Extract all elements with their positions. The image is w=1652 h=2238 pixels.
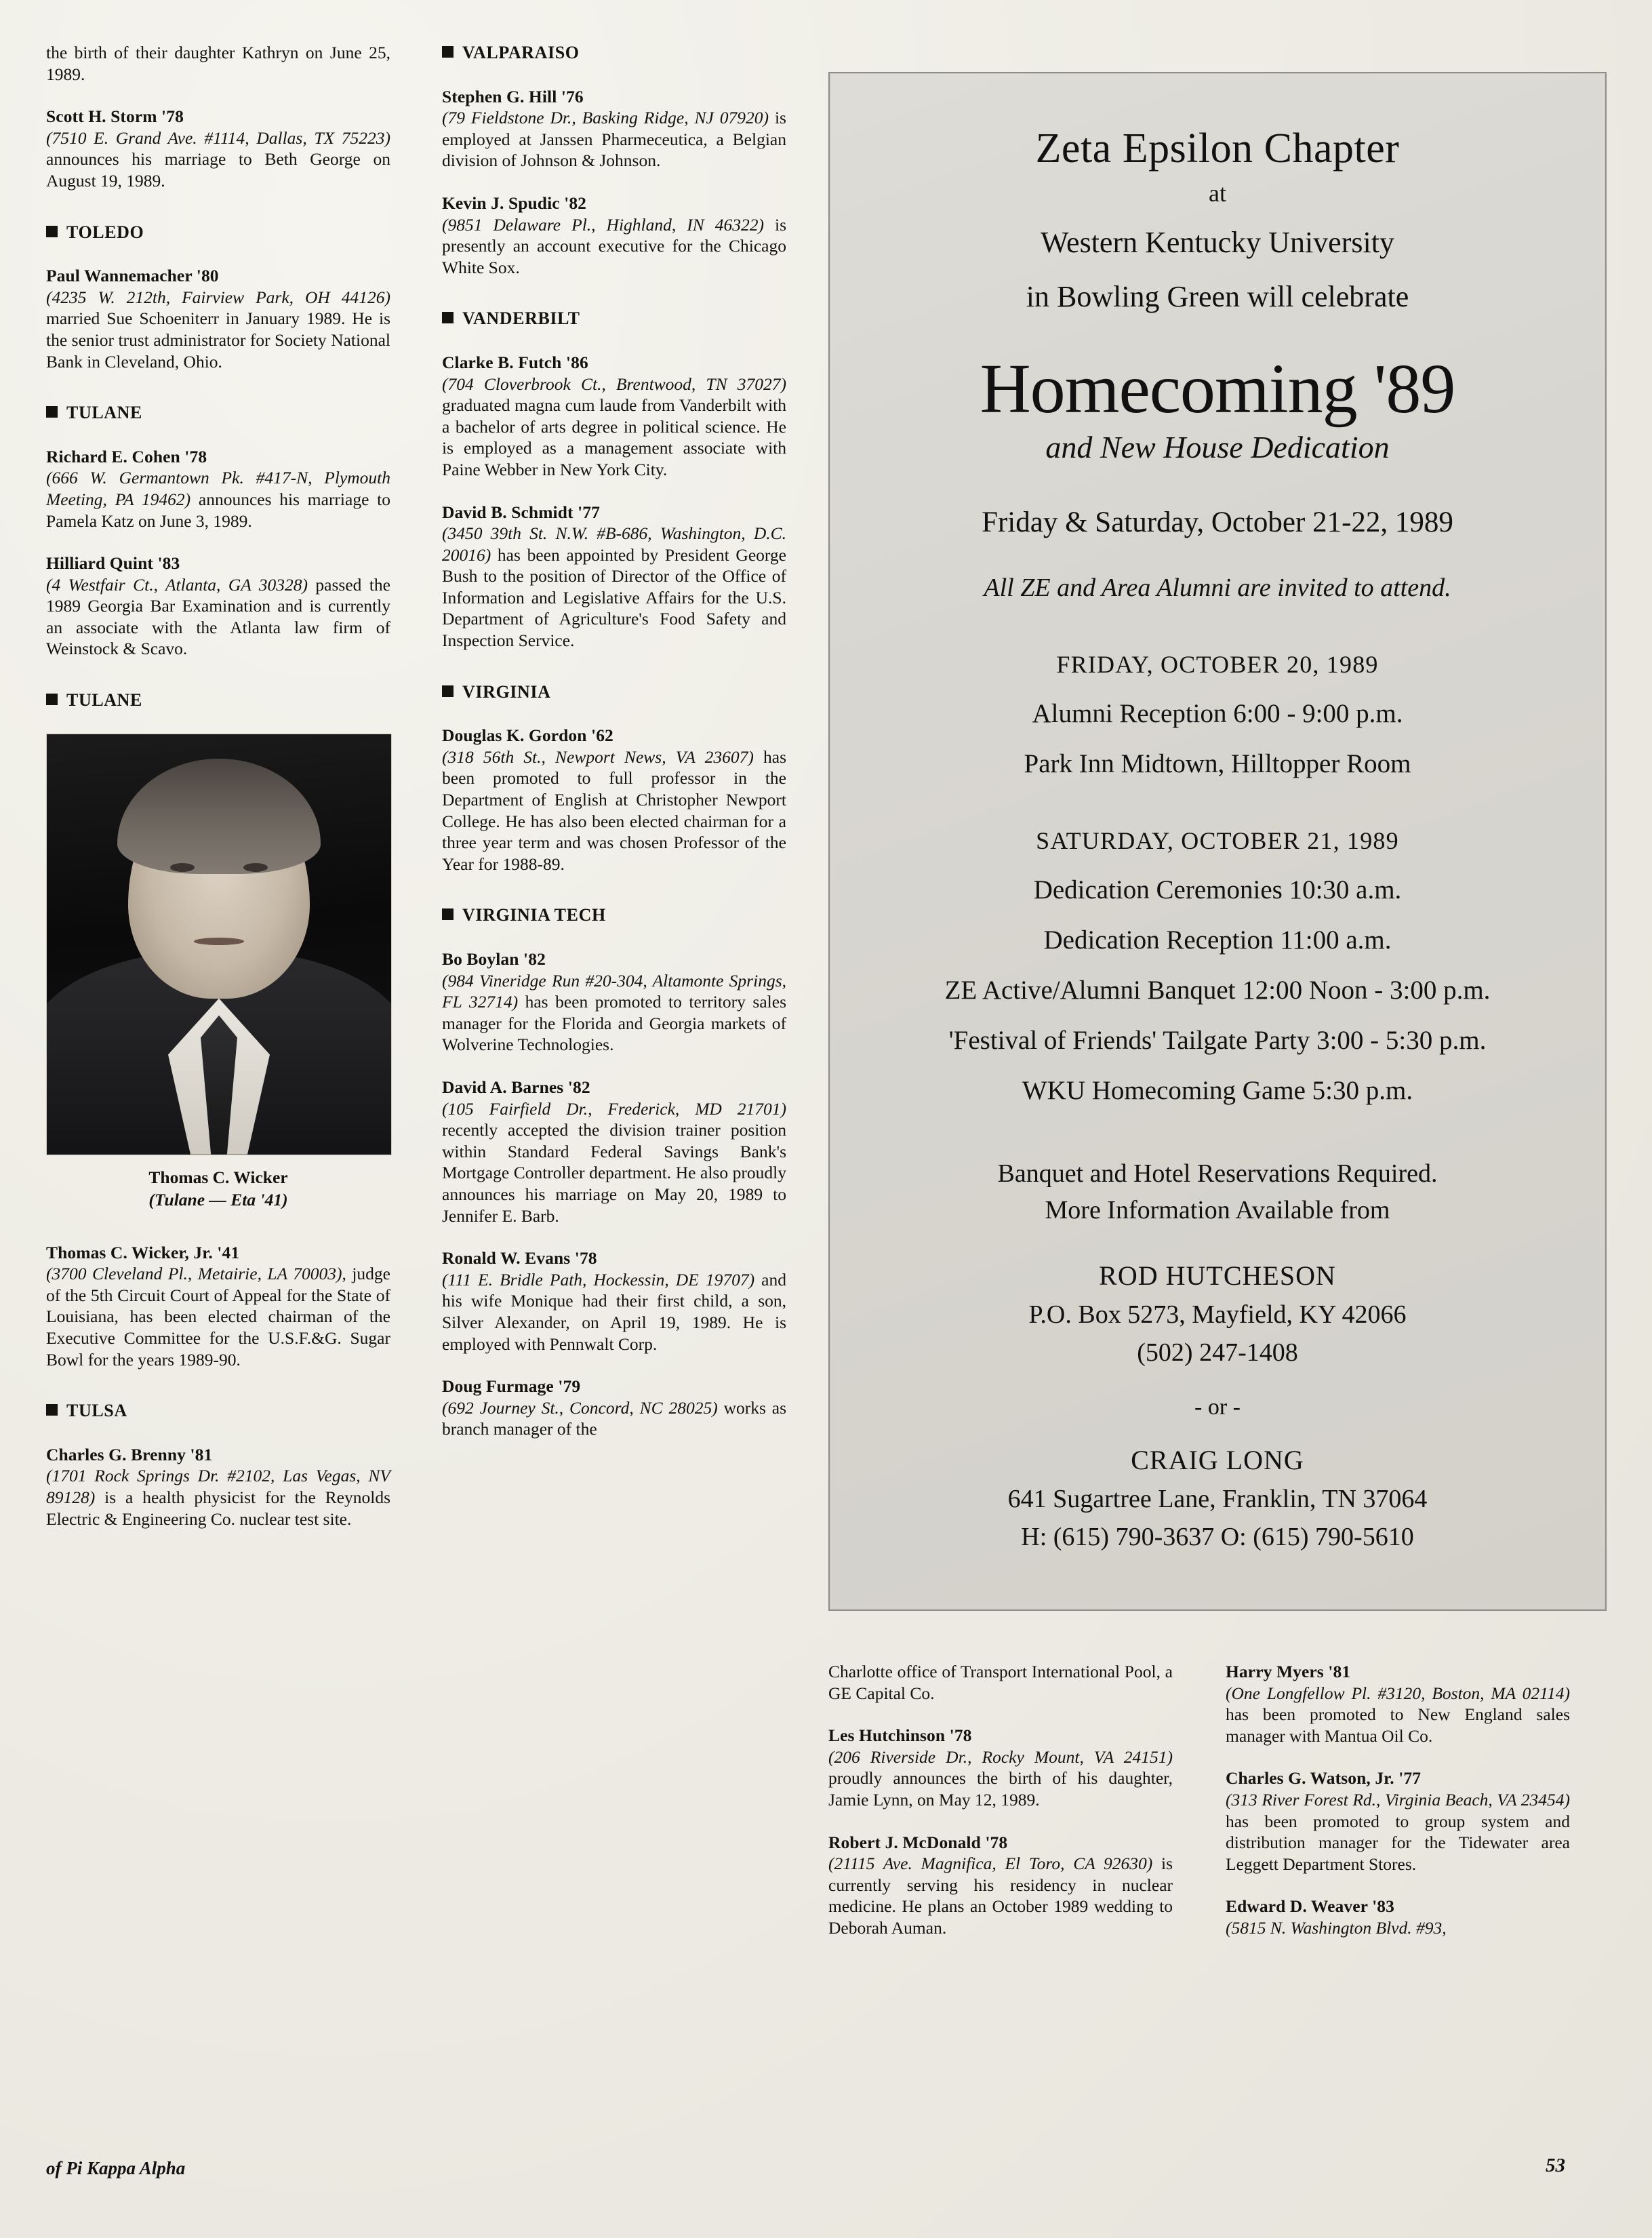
chapter-heading-label: VIRGINIA TECH — [462, 905, 606, 925]
alumni-address: (3450 39th St. N.W. #B-686, Washington, D.C. 20016) — [442, 523, 786, 565]
continued-paragraph: Charlotte office of Transport International Pool, a GE Capital Co. — [828, 1662, 1173, 1703]
chapter-heading-label: VALPARAISO — [462, 43, 580, 62]
ad-friday-header: FRIDAY, OCTOBER 20, 1989 — [1056, 651, 1379, 678]
alumni-entry — [1226, 1767, 1570, 1875]
text-column-1 — [46, 42, 390, 1530]
alumni-name: Paul Wannemacher '80 — [46, 266, 219, 286]
alumni-address: (666 W. Germantown Pk. #417-N, Plymouth Meeting, PA 19462) — [46, 468, 390, 509]
bullet-square-icon — [442, 46, 454, 58]
alumni-address: (79 Fieldstone Dr., Basking Ridge, NJ 07920) — [442, 108, 769, 128]
alumni-note: has been promoted to territory sales manager for the Florida and Georgia markets of Wolverine Technologies. — [442, 992, 786, 1055]
ad-reservation-note: Banquet and Hotel Reservations Required. — [997, 1159, 1438, 1188]
ad-invitation: All ZE and Area Alumni are invited to attend. — [984, 574, 1451, 602]
ad-saturday-item: ZE Active/Alumni Banquet 12:00 Noon - 3:00 p.m. — [944, 976, 1491, 1005]
alumni-address: (318 56th St., Newport News, VA 23607) — [442, 746, 754, 767]
photo-eye-right — [243, 863, 268, 872]
chapter-heading-tulsa — [46, 1400, 390, 1422]
chapter-heading-virginia — [442, 681, 786, 703]
ad-more-info-note: More Information Available from — [1045, 1196, 1390, 1224]
portrait-photo — [46, 734, 392, 1155]
ad-friday-item: Alumni Reception 6:00 - 9:00 p.m. — [1032, 699, 1403, 728]
ad-chapter-name: Zeta Epsilon Chapter — [1035, 125, 1400, 172]
alumni-entry — [442, 502, 786, 652]
alumni-address: (5815 N. Washington Blvd. #93, — [1226, 1917, 1447, 1938]
ad-event-dates: Friday & Saturday, October 21-22, 1989 — [982, 506, 1453, 538]
alumni-name: David A. Barnes '82 — [442, 1077, 590, 1097]
page-number: 53 — [1546, 2155, 1565, 2176]
chapter-heading-virginia-tech — [442, 904, 786, 926]
ad-at-label: at — [1209, 180, 1226, 207]
alumni-entry — [46, 1444, 390, 1530]
photo-caption-name: Thomas C. Wicker — [148, 1167, 288, 1187]
ad-contact-2-phone: H: (615) 790-3637 O: (615) 790-5610 — [1021, 1523, 1414, 1551]
photo-mouth — [194, 938, 244, 945]
alumni-entry — [46, 106, 390, 191]
photo-eye-left — [170, 863, 195, 872]
text-column-4 — [1226, 1661, 1570, 1939]
alumni-entry — [46, 446, 390, 532]
alumni-address: (4235 W. 212th, Fairview Park, OH 44126) — [46, 287, 390, 307]
alumni-name: Richard E. Cohen '78 — [46, 446, 207, 466]
alumni-name: Kevin J. Spudic '82 — [442, 193, 587, 213]
ad-saturday-item: Dedication Ceremonies 10:30 a.m. — [1033, 875, 1402, 904]
alumni-name: Charles G. Brenny '81 — [46, 1444, 213, 1464]
alumni-note: , judge of the 5th Circuit Court of Appeal for the State of Louisiana, has been elected chairman of the Executive Committee for the U.S.F.&G. Sugar Bowl for the years 1989-90. — [46, 1264, 390, 1370]
photo-block — [46, 734, 390, 1155]
ad-contact-1-phone: (502) 247-1408 — [1137, 1338, 1298, 1367]
alumni-note: is employed at Janssen Pharmeceutica, a Belgian division of Johnson & Johnson. — [442, 108, 786, 171]
bullet-square-icon — [442, 685, 454, 697]
chapter-heading-label: VIRGINIA — [462, 681, 551, 702]
alumni-address: (4 Westfair Ct., Atlanta, GA 30328) — [46, 574, 308, 595]
chapter-heading-label: TULANE — [66, 403, 142, 423]
alumni-note: works as branch manager of the — [442, 1397, 786, 1439]
ad-contact-2-name: CRAIG LONG — [1131, 1445, 1304, 1475]
alumni-entry — [46, 1242, 390, 1371]
photo-caption-chapter: (Tulane — Eta '41) — [148, 1189, 288, 1210]
alumni-entry — [442, 352, 786, 481]
alumni-note: is presently an account executive for the Chicago White Sox. — [442, 214, 786, 277]
alumni-note: announces his marriage to Pamela Katz on June 3, 1989. — [46, 489, 390, 531]
alumni-entry — [1226, 1661, 1570, 1746]
alumni-name: Douglas K. Gordon '62 — [442, 725, 613, 746]
alumni-entry — [442, 1077, 786, 1226]
alumni-address: (111 E. Bridle Path, Hockessin, DE 19707) — [442, 1269, 755, 1290]
alumni-name: Bo Boylan '82 — [442, 949, 546, 969]
alumni-entry — [46, 265, 390, 372]
bullet-square-icon — [442, 312, 454, 323]
alumni-entry — [442, 193, 786, 278]
alumni-name: Harry Myers '81 — [1226, 1662, 1351, 1681]
alumni-address: (704 Cloverbrook Ct., Brentwood, TN 37027) — [442, 374, 786, 394]
alumni-address: (105 Fairfield Dr., Frederick, MD 21701) — [442, 1098, 786, 1119]
alumni-note: has been promoted to group system and distribution manager for the Tidewater area Leggett Department Stores. — [1226, 1811, 1570, 1874]
alumni-address: (984 Vineridge Run #20-304, Altamonte Springs, FL 32714) — [442, 970, 786, 1012]
chapter-heading-toledo — [46, 222, 390, 243]
alumni-entry — [46, 553, 390, 660]
alumni-note: is currently serving his residency in nuclear medicine. He plans an October 1989 wedding to Deborah Auman. — [828, 1854, 1173, 1938]
chapter-heading-tulane — [46, 402, 390, 424]
alumni-note: announces his marriage to Beth George on August 19, 1989. — [46, 149, 390, 191]
bullet-square-icon — [46, 694, 58, 705]
ad-saturday-schedule — [861, 873, 1574, 1108]
alumni-address: (206 Riverside Dr., Rocky Mount, VA 24151) — [828, 1746, 1173, 1767]
ad-headline: Homecoming '89 — [980, 350, 1455, 428]
alumni-address: (9851 Delaware Pl., Highland, IN 46322) — [442, 214, 764, 235]
chapter-heading-label: VANDERBILT — [462, 308, 580, 329]
alumni-entry — [442, 725, 786, 875]
ad-contact-1-name: ROD HUTCHESON — [1099, 1260, 1336, 1291]
alumni-note: married Sue Schoeniterr in January 1989. He is the senior trust administrator for Society National Bank in Cleveland, Ohio. — [46, 308, 390, 372]
alumni-name: Les Hutchinson '78 — [828, 1725, 972, 1746]
chapter-heading-label: TOLEDO — [66, 222, 144, 242]
ad-saturday-header: SATURDAY, OCTOBER 21, 1989 — [1036, 827, 1399, 854]
alumni-note: proudly announces the birth of his daughter, Jamie Lynn, on May 12, 1989. — [828, 1768, 1173, 1810]
text-column-2 — [442, 42, 786, 1440]
alumni-name: Clarke B. Futch '86 — [442, 352, 588, 372]
alumni-address: (7510 E. Grand Ave. #1114, Dallas, TX 75223) — [46, 127, 390, 148]
ad-university: Western Kentucky University — [1041, 226, 1394, 259]
ad-contact-2-address: 641 Sugartree Lane, Franklin, TN 37064 — [1007, 1485, 1428, 1513]
bullet-square-icon — [46, 1404, 58, 1416]
chapter-heading-valparaiso — [442, 42, 786, 64]
chapter-heading-vanderbilt — [442, 308, 786, 329]
alumni-address: (21115 Ave. Magnifica, El Toro, CA 92630) — [828, 1854, 1153, 1874]
ad-friday-schedule — [861, 697, 1574, 781]
alumni-note: has been appointed by President George Bush to the position of Director of the Office of Information and Legislative Affairs for the U.S. Department of Agriculture's Food Safety and Inspection Service. — [442, 544, 786, 651]
alumni-address: (3700 Cleveland Pl., Metairie, LA 70003) — [46, 1264, 342, 1284]
chapter-heading-label: TULSA — [66, 1401, 127, 1421]
chapter-heading-label: TULANE — [66, 690, 142, 711]
photo-caption — [46, 1166, 390, 1211]
alumni-note: recently accepted the division trainer position within Standard Federal Savings Bank's Mortgage Controller department. He also proudly announces his marriage on May 20, 1989 to Jennifer E. Barb. — [442, 1120, 786, 1226]
text-column-3 — [828, 1661, 1173, 1939]
alumni-entry — [442, 1247, 786, 1355]
alumni-address: (692 Journey St., Concord, NC 28025) — [442, 1397, 718, 1418]
alumni-name: David B. Schmidt '77 — [442, 502, 600, 522]
alumni-name: Robert J. McDonald '78 — [828, 1832, 1008, 1852]
continued-paragraph: the birth of their daughter Kathryn on June 25, 1989. — [46, 43, 390, 84]
alumni-note: has been promoted to New England sales manager with Mantua Oil Co. — [1226, 1704, 1570, 1746]
alumni-address: (One Longfellow Pl. #3120, Boston, MA 02114) — [1226, 1683, 1570, 1703]
chapter-heading-tulane — [46, 690, 390, 711]
ad-contact-1-address: P.O. Box 5273, Mayfield, KY 42066 — [1028, 1300, 1407, 1329]
bullet-square-icon — [46, 226, 58, 237]
ad-or-separator: - or - — [1194, 1395, 1241, 1420]
alumni-address: (1701 Rock Springs Dr. #2102, Las Vegas, NV 89128) — [46, 1466, 390, 1507]
footer-publication-name: of Pi Kappa Alpha — [46, 2158, 186, 2178]
alumni-entry — [442, 948, 786, 1056]
bullet-square-icon — [46, 406, 58, 418]
alumni-entry — [442, 86, 786, 172]
alumni-entry — [442, 1376, 786, 1440]
homecoming-advertisement — [828, 72, 1607, 1611]
ad-location-line: in Bowling Green will celebrate — [1026, 280, 1409, 313]
alumni-name: Charles G. Watson, Jr. '77 — [1226, 1768, 1422, 1789]
alumni-name: Scott H. Storm '78 — [46, 106, 184, 127]
alumni-note: graduated magna cum laude from Vanderbilt with a bachelor of arts degree in political science. He is employed as a management associate with Paine Webber in New York City. — [442, 395, 786, 479]
alumni-note: is a health physicist for the Reynolds Electric & Engineering Co. nuclear test site. — [46, 1487, 390, 1529]
alumni-entry — [828, 1725, 1173, 1810]
alumni-name: Edward D. Weaver '83 — [1226, 1896, 1394, 1917]
ad-subheadline: and New House Dedication — [1045, 430, 1390, 464]
alumni-entry — [828, 1832, 1173, 1939]
alumni-name: Ronald W. Evans '78 — [442, 1248, 597, 1268]
ad-saturday-item: Dedication Reception 11:00 a.m. — [1043, 925, 1392, 955]
bullet-square-icon — [442, 908, 454, 920]
alumni-note: and his wife Monique had their first child, a son, Silver Alexander, on April 19, 1989. He is employed with Pennwalt Corp. — [442, 1269, 786, 1354]
alumni-note: passed the 1989 Georgia Bar Examination and is currently an associate with the Atlanta law firm of Weinstock & Scavo. — [46, 574, 390, 659]
ad-saturday-item: WKU Homecoming Game 5:30 p.m. — [1022, 1076, 1413, 1105]
ad-saturday-item: 'Festival of Friends' Tailgate Party 3:00 - 5:30 p.m. — [948, 1026, 1487, 1055]
alumni-entry — [1226, 1896, 1570, 1938]
alumni-note: has been promoted to full professor in the Department of English at Christopher Newport College. He has also been elected chairman for a three year term and was chosen Professor of the Year for 1988-89. — [442, 746, 786, 874]
alumni-name: Thomas C. Wicker, Jr. '41 — [46, 1242, 240, 1262]
alumni-name: Stephen G. Hill '76 — [442, 86, 584, 106]
alumni-name: Doug Furmage '79 — [442, 1376, 581, 1397]
alumni-name: Hilliard Quint '83 — [46, 553, 180, 574]
ad-friday-item: Park Inn Midtown, Hilltopper Room — [1024, 749, 1411, 778]
alumni-address: (313 River Forest Rd., Virginia Beach, VA 23454) — [1226, 1789, 1570, 1810]
